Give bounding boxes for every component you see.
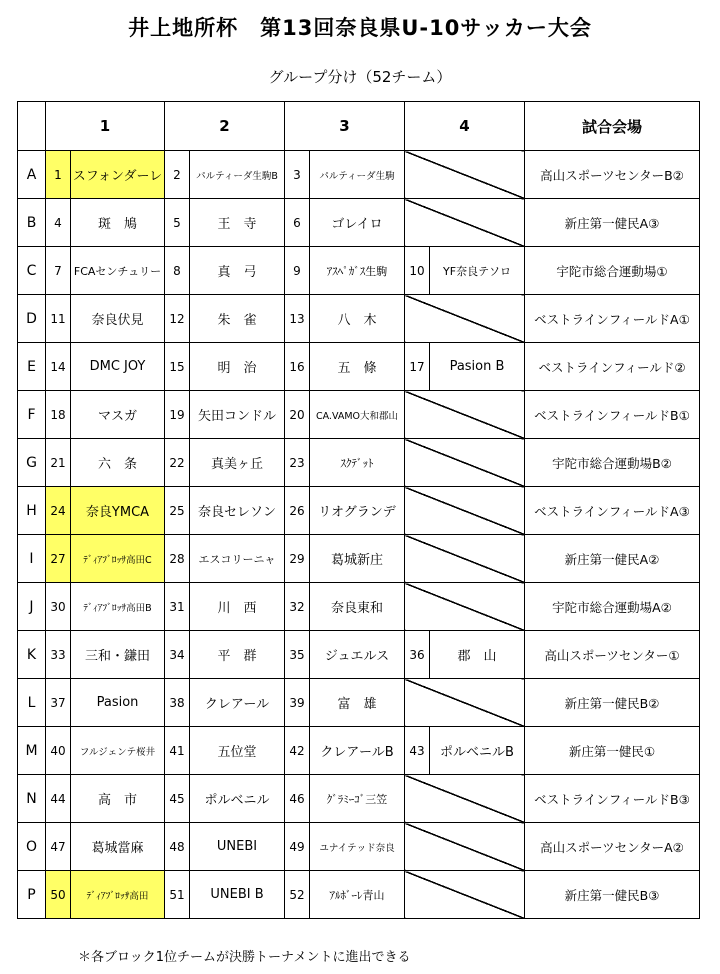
team-name: パルティーダ生駒B (190, 151, 285, 199)
team-number: 45 (165, 775, 190, 823)
group-letter: E (18, 343, 46, 391)
team-name: 川 西 (190, 583, 285, 631)
group-row-i (18, 535, 700, 583)
team-name: 平 群 (190, 631, 285, 679)
team-number: 30 (46, 583, 71, 631)
header-corner (18, 102, 46, 151)
group-row-m (18, 727, 700, 775)
team-number: 52 (285, 871, 310, 919)
team-number: 3 (285, 151, 310, 199)
team-number: 21 (46, 439, 71, 487)
team-number: 22 (165, 439, 190, 487)
team-number: 46 (285, 775, 310, 823)
group-row-g (18, 439, 700, 487)
team-name: 奈良YMCA (71, 487, 165, 535)
team-name: パルティーダ生駒 (310, 151, 405, 199)
team-number: 8 (165, 247, 190, 295)
team-name: 三和・鎌田 (71, 631, 165, 679)
team-name: ﾃﾞｨｱﾌﾞﾛｯｻ高田 (71, 871, 165, 919)
team-number: 32 (285, 583, 310, 631)
team-name: UNEBI B (190, 871, 285, 919)
group-letter: F (18, 391, 46, 439)
team-number: 19 (165, 391, 190, 439)
team-number: 25 (165, 487, 190, 535)
empty-slot (405, 679, 525, 727)
group-row-l (18, 679, 700, 727)
team-name: クレアールB (310, 727, 405, 775)
group-table-body (18, 151, 700, 919)
team-number: 15 (165, 343, 190, 391)
venue-cell: 宇陀市総合運動場B② (525, 439, 700, 487)
venue-cell: 宇陀市総合運動場A② (525, 583, 700, 631)
venue-cell: 新庄第一健民B② (525, 679, 700, 727)
empty-slot (405, 823, 525, 871)
team-number: 11 (46, 295, 71, 343)
group-row-j (18, 583, 700, 631)
team-name: ｸﾞﾗﾐｰｺﾞ三笠 (310, 775, 405, 823)
team-name: 王 寺 (190, 199, 285, 247)
team-name: 奈良東和 (310, 583, 405, 631)
team-number: 38 (165, 679, 190, 727)
team-number: 9 (285, 247, 310, 295)
group-row-f (18, 391, 700, 439)
group-row-n (18, 775, 700, 823)
team-number: 27 (46, 535, 71, 583)
team-name: 朱 雀 (190, 295, 285, 343)
team-number: 33 (46, 631, 71, 679)
group-letter: I (18, 535, 46, 583)
group-row-p (18, 871, 700, 919)
team-name: リオグランデ (310, 487, 405, 535)
group-row-d (18, 295, 700, 343)
venue-cell: 新庄第一健民A② (525, 535, 700, 583)
group-letter: C (18, 247, 46, 295)
team-name: エスコリーニャ (190, 535, 285, 583)
team-name: CA.VAMO大和郡山 (310, 391, 405, 439)
team-name: ﾃﾞｨｱﾌﾞﾛｯｻ高田B (71, 583, 165, 631)
team-name: ｱｽﾍﾟｶﾞｽ生駒 (310, 247, 405, 295)
empty-slot (405, 535, 525, 583)
group-letter: K (18, 631, 46, 679)
header-venue: 試合会場 (525, 102, 700, 151)
team-number: 1 (46, 151, 71, 199)
team-name: UNEBI (190, 823, 285, 871)
group-letter: O (18, 823, 46, 871)
team-name: FCAセンチュリー (71, 247, 165, 295)
team-number: 26 (285, 487, 310, 535)
team-number: 47 (46, 823, 71, 871)
group-table (17, 101, 700, 919)
group-letter: N (18, 775, 46, 823)
team-name: 六 条 (71, 439, 165, 487)
group-letter: G (18, 439, 46, 487)
team-name: 郡 山 (430, 631, 525, 679)
team-number: 6 (285, 199, 310, 247)
group-row-k (18, 631, 700, 679)
team-number: 41 (165, 727, 190, 775)
team-name: Pasion B (430, 343, 525, 391)
team-name: 矢田コンドル (190, 391, 285, 439)
team-name: マスガ (71, 391, 165, 439)
team-number: 36 (405, 631, 430, 679)
team-number: 24 (46, 487, 71, 535)
team-name: ﾃﾞｨｱﾌﾞﾛｯｻ高田C (71, 535, 165, 583)
page-title: 井上地所杯 第13回奈良県U-10サッカー大会 (128, 16, 592, 40)
group-row-c (18, 247, 700, 295)
group-row-h (18, 487, 700, 535)
venue-cell: 新庄第一健民B③ (525, 871, 700, 919)
group-letter: D (18, 295, 46, 343)
team-number: 4 (46, 199, 71, 247)
team-number: 10 (405, 247, 430, 295)
team-number: 37 (46, 679, 71, 727)
team-name: 葛城當麻 (71, 823, 165, 871)
team-name: YF奈良テソロ (430, 247, 525, 295)
team-name: ジュエルス (310, 631, 405, 679)
empty-slot (405, 391, 525, 439)
team-name: Pasion (71, 679, 165, 727)
empty-slot (405, 439, 525, 487)
team-name: 真美ヶ丘 (190, 439, 285, 487)
team-number: 12 (165, 295, 190, 343)
header-col-2: 2 (165, 102, 285, 151)
team-number: 18 (46, 391, 71, 439)
group-row-a (18, 151, 700, 199)
venue-cell: 高山スポーツセンター① (525, 631, 700, 679)
team-number: 13 (285, 295, 310, 343)
footnote: ＊各ブロック1位チームが決勝トーナメントに進出できる (78, 950, 411, 965)
team-name: 五 條 (310, 343, 405, 391)
venue-cell: 高山スポーツセンターB② (525, 151, 700, 199)
group-letter: B (18, 199, 46, 247)
team-name: 真 弓 (190, 247, 285, 295)
team-number: 34 (165, 631, 190, 679)
team-number: 44 (46, 775, 71, 823)
team-number: 2 (165, 151, 190, 199)
team-name: ｱﾙﾎﾞｰﾚ青山 (310, 871, 405, 919)
group-letter: L (18, 679, 46, 727)
venue-cell: ベストラインフィールド② (525, 343, 700, 391)
team-name: 明 治 (190, 343, 285, 391)
header-col-3: 3 (285, 102, 405, 151)
team-number: 49 (285, 823, 310, 871)
team-number: 42 (285, 727, 310, 775)
empty-slot (405, 583, 525, 631)
venue-cell: ベストラインフィールドA① (525, 295, 700, 343)
team-name: 八 木 (310, 295, 405, 343)
empty-slot (405, 775, 525, 823)
team-number: 23 (285, 439, 310, 487)
team-number: 5 (165, 199, 190, 247)
team-name: 五位堂 (190, 727, 285, 775)
page-subtitle: グループ分け（52チーム） (268, 68, 452, 86)
group-letter: A (18, 151, 46, 199)
team-name: DMC JOY (71, 343, 165, 391)
team-name: ポルベニルB (430, 727, 525, 775)
team-number: 17 (405, 343, 430, 391)
group-letter: J (18, 583, 46, 631)
team-number: 40 (46, 727, 71, 775)
venue-cell: ベストラインフィールドB③ (525, 775, 700, 823)
empty-slot (405, 487, 525, 535)
team-name: フルジェンテ桜井 (71, 727, 165, 775)
group-row-o (18, 823, 700, 871)
team-name: スフォンダーレ (71, 151, 165, 199)
team-name: ポルベニル (190, 775, 285, 823)
header-row (18, 102, 700, 151)
team-number: 29 (285, 535, 310, 583)
team-number: 35 (285, 631, 310, 679)
team-name: ゴレイロ (310, 199, 405, 247)
team-number: 7 (46, 247, 71, 295)
header-col-1: 1 (46, 102, 165, 151)
team-number: 50 (46, 871, 71, 919)
team-number: 39 (285, 679, 310, 727)
team-name: クレアール (190, 679, 285, 727)
team-name: 富 雄 (310, 679, 405, 727)
team-number: 31 (165, 583, 190, 631)
group-row-e (18, 343, 700, 391)
team-name: 奈良セレソン (190, 487, 285, 535)
venue-cell: ベストラインフィールドB① (525, 391, 700, 439)
team-number: 48 (165, 823, 190, 871)
team-name: ｽｸﾃﾞｯﾄ (310, 439, 405, 487)
group-row-b (18, 199, 700, 247)
team-name: 奈良伏見 (71, 295, 165, 343)
team-name: 葛城新庄 (310, 535, 405, 583)
team-number: 16 (285, 343, 310, 391)
team-number: 28 (165, 535, 190, 583)
team-number: 20 (285, 391, 310, 439)
group-letter: P (18, 871, 46, 919)
venue-cell: 新庄第一健民A③ (525, 199, 700, 247)
team-name: 斑 鳩 (71, 199, 165, 247)
team-name: ユナイテッド奈良 (310, 823, 405, 871)
empty-slot (405, 151, 525, 199)
venue-cell: ベストラインフィールドA③ (525, 487, 700, 535)
team-number: 14 (46, 343, 71, 391)
group-letter: M (18, 727, 46, 775)
empty-slot (405, 295, 525, 343)
group-letter: H (18, 487, 46, 535)
venue-cell: 新庄第一健民① (525, 727, 700, 775)
team-number: 43 (405, 727, 430, 775)
empty-slot (405, 871, 525, 919)
empty-slot (405, 199, 525, 247)
team-name: 高 市 (71, 775, 165, 823)
header-col-4: 4 (405, 102, 525, 151)
venue-cell: 高山スポーツセンターA② (525, 823, 700, 871)
team-number: 51 (165, 871, 190, 919)
venue-cell: 宇陀市総合運動場① (525, 247, 700, 295)
